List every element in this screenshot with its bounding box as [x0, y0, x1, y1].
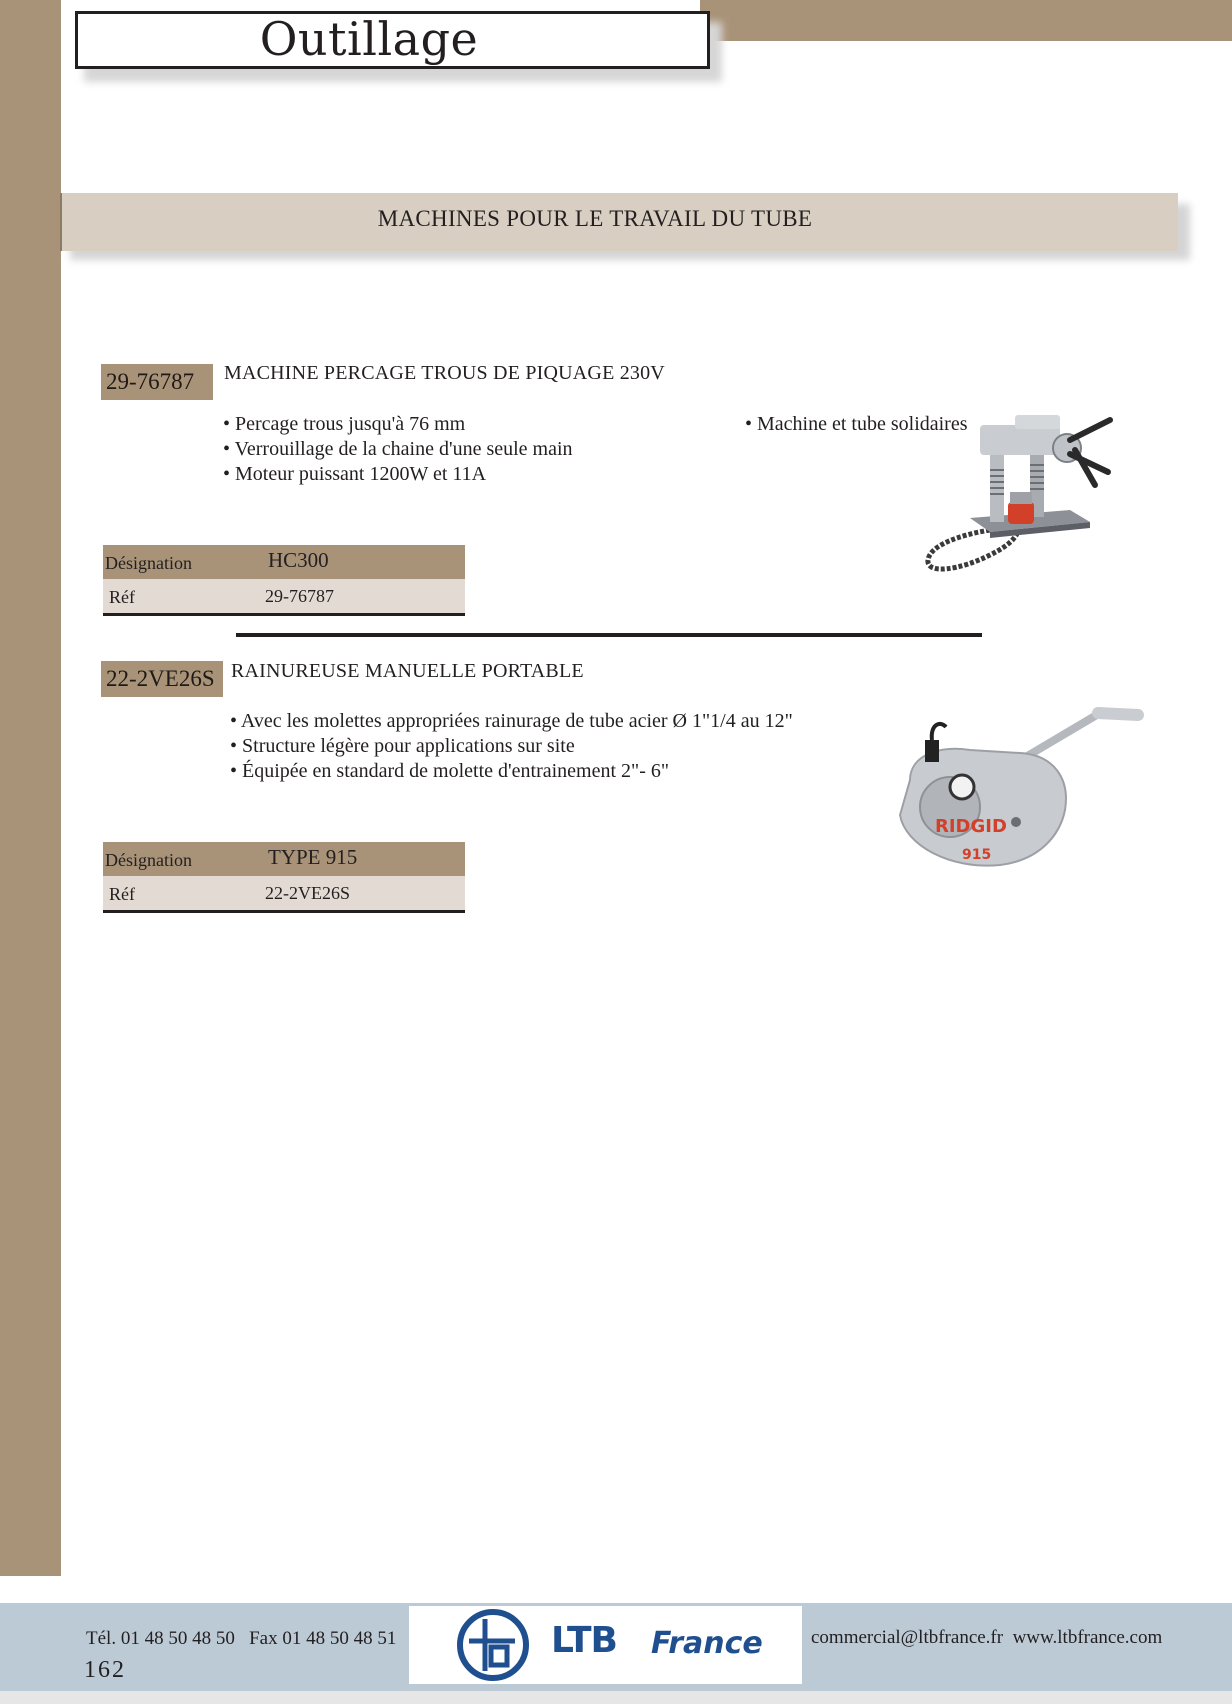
footer-phone: Tél. 01 48 50 48 50 Fax 01 48 50 48 51 [86, 1628, 397, 1649]
product-title: RAINUREUSE MANUELLE PORTABLE [231, 660, 584, 682]
feature-item: • Structure légère pour applications sur site [230, 734, 793, 759]
feature-item: • Verrouillage de la chaine d'une seule main [223, 437, 573, 462]
footer-strip [0, 1691, 1232, 1704]
hole-cutter-machine-image [920, 410, 1120, 580]
spec-row-designation [103, 842, 465, 876]
section-separator [236, 633, 982, 637]
spec-table [103, 545, 465, 616]
page-number: 162 [84, 1657, 126, 1683]
ltb-logo-icon [455, 1609, 531, 1681]
logo-text-ltb: LTB [551, 1620, 617, 1661]
feature-item: • Machine et tube solidaires [745, 412, 968, 437]
feature-item: • Moteur puissant 1200W et 11A [223, 462, 573, 487]
spec-row-ref [103, 579, 465, 613]
spec-row-designation [103, 545, 465, 579]
top-accent-bar [700, 0, 1232, 41]
product-feature-list [223, 412, 573, 487]
groover-model-text: 915 [962, 847, 992, 863]
spec-value: HC300 [268, 548, 329, 572]
feature-item: • Équipée en standard de molette d'entrainement 2"- 6" [230, 759, 793, 784]
left-sidebar-bar [0, 0, 61, 1576]
feature-item: • Percage trous jusqu'à 76 mm [223, 412, 573, 437]
spec-value: TYPE 915 [268, 845, 358, 869]
footer-contact: commercial@ltbfrance.fr www.ltbfrance.com [811, 1627, 1163, 1648]
logo-box [409, 1606, 802, 1684]
footer-gap [0, 1576, 61, 1603]
groover-brand-text: RIDGID [935, 816, 1007, 837]
spec-value: 22-2VE26S [265, 883, 350, 903]
section-title: MACHINES POUR LE TRAVAIL DU TUBE [377, 206, 813, 231]
spec-value: 29-76787 [265, 586, 334, 606]
page-title: Outillage [259, 12, 479, 66]
spec-label: Réf [109, 884, 135, 904]
roll-groover-image [880, 695, 1150, 895]
product-title: MACHINE PERCAGE TROUS DE PIQUAGE 230V [224, 362, 665, 384]
logo-text-france: France [651, 1626, 763, 1661]
spec-row-ref [103, 876, 465, 910]
feature-item: • Avec les molettes appropriées rainurage de tube acier Ø 1"1/4 au 12" [230, 709, 793, 734]
spec-label: Désignation [105, 553, 192, 573]
product-ref-tag: 22-2VE26S [101, 661, 223, 697]
spec-label: Désignation [105, 850, 192, 870]
spec-label: Réf [109, 587, 135, 607]
product-feature-list [230, 709, 793, 784]
spec-table [103, 842, 465, 913]
product-ref-tag: 29-76787 [101, 364, 213, 400]
